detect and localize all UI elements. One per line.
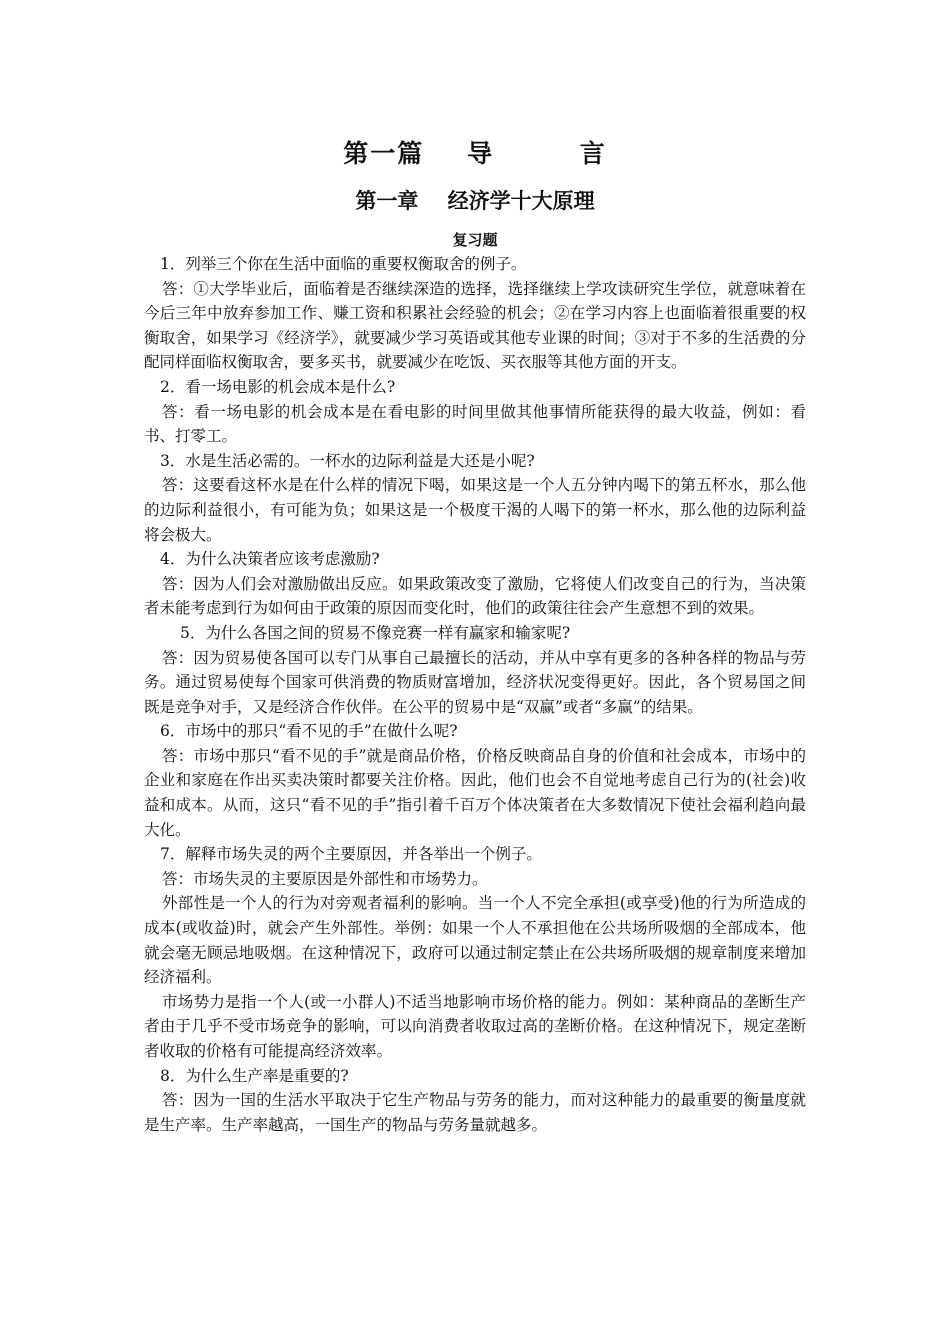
question-8: 8．为什么生产率是重要的?	[160, 1066, 349, 1085]
question-3: 3．水是生活必需的。一杯水的边际利益是大还是小呢?	[160, 451, 535, 470]
part-title: 第一篇 导 言	[343, 139, 607, 168]
question-5: 5．为什么各国之间的贸易不像竞赛一样有赢家和输家呢?	[180, 623, 571, 642]
chapter-title: 第一章 经济学十大原理	[355, 188, 595, 213]
answer-7-externality: 外部性是一个人的行为对旁观者福利的影响。当一个人不完全承担(或享受)他的行为所造成的成本(或收益)时，就会产生外部性。举例：如果一个人不承担他在公共场所吸烟的全部成本，他就会毫无顾忌地吸烟。在这种情况下，政府可以通过制定禁止在公共场所吸烟的规章制度来增加经济福利。	[144, 894, 806, 987]
answer-8: 答：因为一国的生活水平取决于它生产物品与劳务的能力，而对这种能力的最重要的衡量度就是生产率。生产率越高，一国生产的物品与劳务量就越多。	[144, 1091, 806, 1134]
answer-5: 答：因为贸易使各国可以专门从事自己最擅长的活动，并从中享有更多的各种各样的物品与劳务。通过贸易使每个国家可供消费的物质财富增加，经济状况变得更好。因此，各个贸易国之间既是竞争对手，又是经济合作伙伴。在公平的贸易中是“双赢”或者“多赢”的结果。	[144, 648, 806, 716]
question-6: 6．市场中的那只“看不见的手”在做什么呢?	[160, 722, 458, 741]
question-7: 7．解释市场失灵的两个主要原因，并各举出一个例子。	[160, 845, 542, 864]
question-4: 4．为什么决策者应该考虑激励?	[160, 550, 380, 569]
answer-6: 答：市场中那只“看不见的手”就是商品价格，价格反映商品自身的价值和社会成本，市场中的企业和家庭在作出买卖决策时都要关注价格。因此，他们也会不自觉地考虑自己行为的(社会)收益和成本。从而，这只“看不见的手”指引着千百万个体决策者在大多数情况下使社会福利趋向最大化。	[144, 746, 806, 839]
answer-4: 答：因为人们会对激励做出反应。如果政策改变了激励，它将使人们改变自己的行为，当决策者未能考虑到行为如何由于政策的原因而变化时，他们的政策往往会产生意想不到的效果。	[144, 574, 806, 618]
answer-3: 答：这要看这杯水是在什么样的情况下喝，如果这是一个人五分钟内喝下的第五杯水，那么他的边际利益很小，有可能为负；如果这是一个极度干渴的人喝下的第一杯水，那么他的边际利益将会极大。	[144, 476, 806, 544]
question-2: 2．看一场电影的机会成本是什么?	[160, 377, 396, 396]
question-1: 1．列举三个你在生活中面临的重要权衡取舍的例子。	[160, 255, 527, 273]
review-questions	[144, 252, 806, 1137]
answer-1: 答：①大学毕业后，面临着是否继续深造的选择，选择继续上学攻读研究生学位，就意味着在今后三年中放弃参加工作、赚工资和积累社会经验的机会；②在学习内容上也面临着很重要的权衡取舍，如果学习《经济学》，就要减少学习英语或其他专业课的时间；③对于不多的生活费的分配同样面临权衡取舍，要多买书，就要减少在吃饭、买衣服等其他方面的开支。	[144, 279, 806, 372]
answer-2: 答：看一场电影的机会成本是在看电影的时间里做其他事情所能获得的最大收益，例如：看书、打零工。	[144, 402, 806, 446]
section-title: 复习题	[452, 231, 498, 249]
answer-7-market-power: 市场势力是指一个人(或一小群人)不适当地影响市场价格的能力。例如：某种商品的垄断生产者由于几乎不受市场竞争的影响，可以向消费者收取过高的垄断价格。在这种情况下，规定垄断者收取的价格有可能提高经济效率。	[144, 992, 806, 1060]
answer-7: 答：市场失灵的主要原因是外部性和市场势力。	[162, 869, 488, 888]
